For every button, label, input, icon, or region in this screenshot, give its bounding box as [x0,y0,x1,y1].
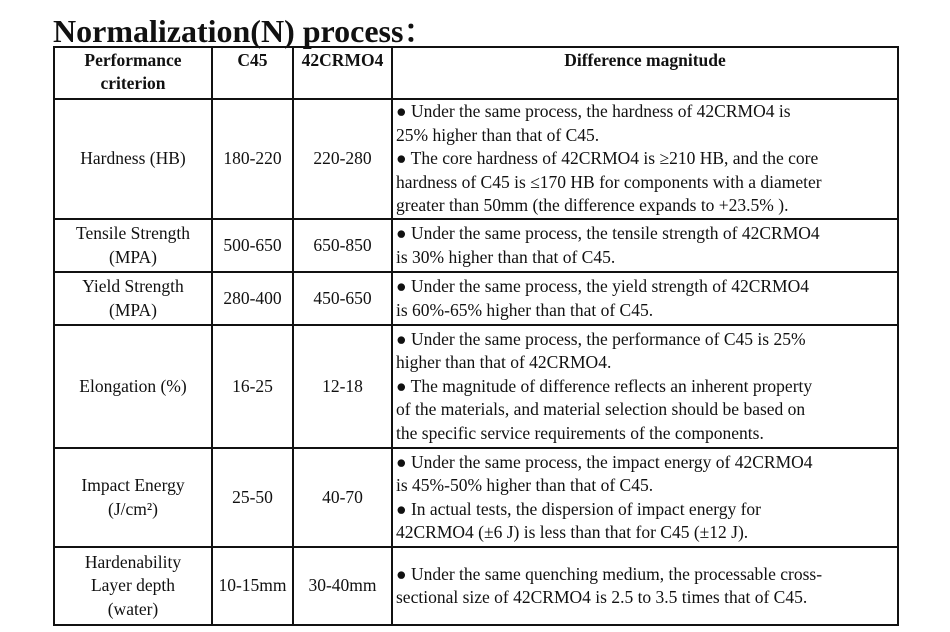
difference-line: is 30% higher than that of C45. [396,246,616,267]
difference-line: of the materials, and material selection should be based on [396,399,806,420]
difference-line: sectional size of 42CRMO4 is 2.5 to 3.5 times that of C45. [396,587,808,607]
difference-cell [392,448,898,547]
criterion-cell [54,547,212,625]
difference-line: ● Under the same process, the yield strength of 42CRMO4 [396,276,809,296]
difference-line: ● The core hardness of 42CRMO4 is ≥210 HB, and the core [396,148,819,169]
criterion-cell: Hardness (HB) [54,99,212,219]
criterion-line: (water) [107,598,159,619]
c45-cell: 500-650 [212,219,293,272]
difference-cell [392,547,898,625]
42crmo4-cell: 220-280 [293,99,392,219]
criterion-cell [54,448,212,547]
criterion-line: (MPA) [109,299,157,320]
c45-cell: 25-50 [212,448,293,547]
difference-cell [392,219,898,272]
criterion-cell [54,272,212,325]
comparison-table [53,46,899,626]
difference-line: 42CRMO4 (±6 J) is less than that for C45 (±12 J). [396,522,749,542]
criterion-line: Tensile Strength [76,223,190,243]
c45-cell: 16-25 [212,325,293,448]
table-row [54,219,898,272]
criterion-line: Layer depth [90,575,176,596]
criterion-line: (MPA) [109,246,157,267]
difference-line: higher than that of 42CRMO4. [396,352,612,373]
difference-line: ● Under the same process, the performance of C45 is 25% [396,328,806,349]
table-row [54,325,898,448]
page-title: Normalization(N) process： [53,13,436,49]
header-c45: C45 [212,47,293,99]
c45-cell: 180-220 [212,99,293,219]
difference-line: ● Under the same quenching medium, the processable cross- [396,563,823,584]
header-criterion [54,47,212,99]
difference-cell [392,99,898,219]
criterion-line: Impact Energy [81,475,185,495]
criterion-line: Hardenability [84,551,182,572]
criterion-line: (J/cm²) [108,498,158,519]
table-row [54,448,898,547]
header-difference: Difference magnitude [392,47,898,99]
42crmo4-cell: 30-40mm [293,547,392,625]
difference-line: is 45%-50% higher than that of C45. [396,475,654,495]
42crmo4-cell: 40-70 [293,448,392,547]
42crmo4-cell: 650-850 [293,219,392,272]
difference-cell [392,272,898,325]
table-row [54,99,898,219]
table-row [54,547,898,625]
header-42crmo4: 42CRMO4 [293,47,392,99]
c45-cell: 280-400 [212,272,293,325]
difference-cell [392,325,898,448]
difference-line: the specific service requirements of the components. [396,422,764,443]
criterion-cell [54,219,212,272]
difference-line: ● Under the same process, the hardness of 42CRMO4 is [396,101,791,122]
42crmo4-cell: 450-650 [293,272,392,325]
criterion-cell: Elongation (%) [54,325,212,448]
difference-line: greater than 50mm (the difference expands to +23.5% ). [396,195,789,216]
difference-line: ● Under the same process, the tensile strength of 42CRMO4 [396,223,820,243]
header-row [54,47,898,99]
42crmo4-cell: 12-18 [293,325,392,448]
header-criterion-line-1: Performance [84,50,182,70]
difference-line: ● Under the same process, the impact energy of 42CRMO4 [396,451,813,472]
table-row [54,272,898,325]
difference-line: 25% higher than that of C45. [396,124,600,145]
difference-line: is 60%-65% higher than that of C45. [396,299,654,320]
header-criterion-line-2: criterion [100,73,166,93]
difference-line: hardness of C45 is ≤170 HB for components with a diameter [396,171,822,192]
difference-line: ● The magnitude of difference reflects an inherent property [396,375,813,396]
difference-line: ● In actual tests, the dispersion of impact energy for [396,498,762,519]
criterion-line: Yield Strength [82,276,184,296]
c45-cell: 10-15mm [212,547,293,625]
